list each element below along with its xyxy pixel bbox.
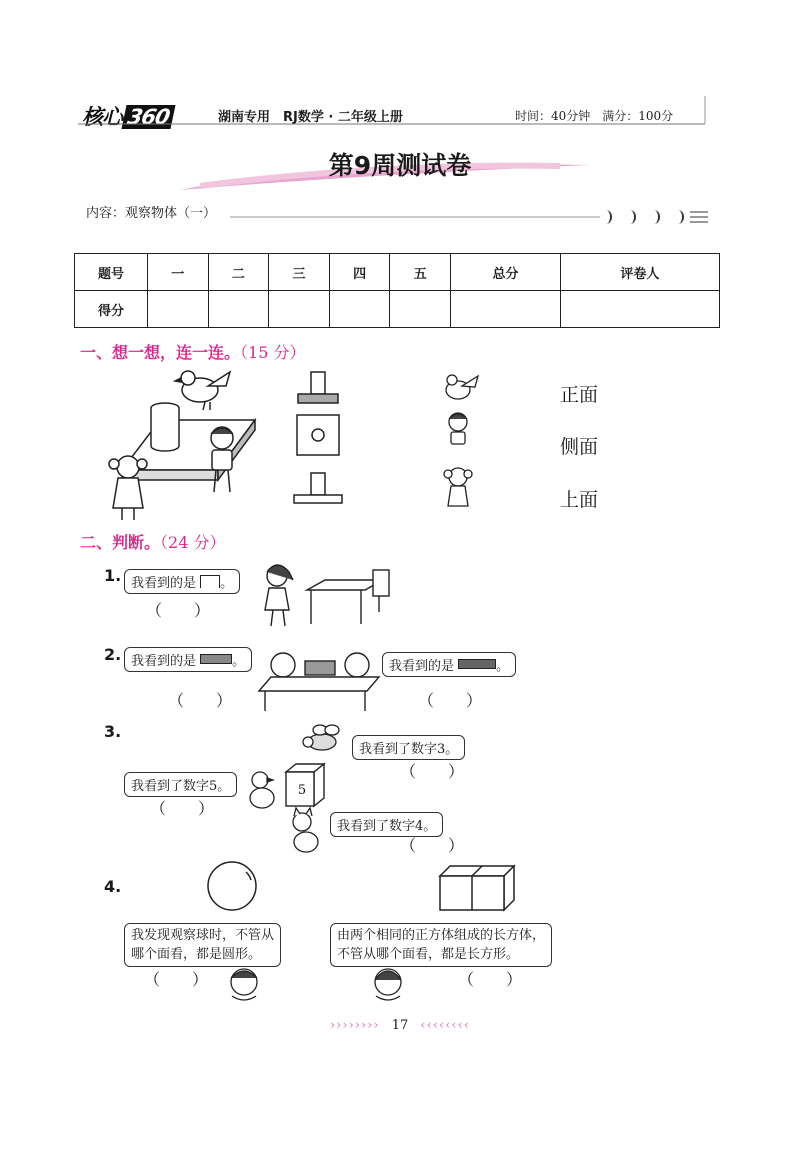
question3-bottom-answer-blank[interactable]: （ ） (400, 836, 465, 855)
question1-speech-bubble: 我看到的是 。 (124, 569, 240, 594)
table-top (259, 677, 379, 691)
table-cell: 评卷人 (560, 254, 719, 291)
question3-bottom-bubble: 我看到了数字4。 (330, 812, 443, 837)
girl-small-icon (444, 468, 472, 506)
score-input-cell[interactable] (208, 291, 269, 328)
top-view-shape (298, 372, 338, 403)
section2-points: （24 分） (160, 533, 226, 552)
bird-small-icon (446, 375, 478, 399)
footer-arrows-right: ‹‹‹‹‹‹‹‹ (420, 1018, 470, 1033)
cuboid-shape (440, 866, 514, 910)
table-cell: 得分 (75, 291, 148, 328)
side-view-shape (294, 473, 342, 503)
books-side-icon (458, 659, 496, 669)
section2-heading (80, 530, 225, 553)
desk-front-icon (200, 575, 220, 588)
bubble-line: 由两个相同的正方体组成的长方体， (337, 928, 546, 943)
question2-left-answer-blank[interactable]: （ ） (168, 691, 233, 710)
question2-left-bubble: 我看到的是 。 (124, 647, 252, 672)
question4-shapes (200, 860, 530, 920)
chick-icon (250, 772, 274, 808)
question4-children (220, 962, 420, 1006)
girl-icon (109, 456, 147, 520)
table-cell: 三 (269, 254, 330, 291)
table-cell: 二 (208, 254, 269, 291)
question4-left-answer-blank[interactable]: （ ） (144, 970, 209, 989)
front-view-shape (297, 415, 339, 455)
label-side: 侧面 (560, 436, 599, 458)
table-cell: 四 (329, 254, 390, 291)
table-cell: 五 (390, 254, 451, 291)
bubble-text: 我看到的是 (389, 659, 455, 674)
question3-number: 3. (104, 722, 122, 741)
content-label: 内容：观察物体（一） (86, 206, 217, 221)
bird-icon (175, 371, 230, 410)
score-input-cell[interactable] (148, 291, 209, 328)
footer-arrows-left: ›››››››› (329, 1018, 380, 1033)
cube-number: 5 (297, 783, 307, 798)
table-cell: 总分 (451, 254, 561, 291)
cat-icon (293, 808, 318, 852)
books-stack-icon (200, 654, 232, 664)
girl-icon (265, 565, 293, 626)
score-input-cell[interactable] (329, 291, 390, 328)
boy-head-icon (231, 969, 257, 1000)
score-input-cell[interactable] (269, 291, 330, 328)
question4-right-answer-blank[interactable]: （ ） (458, 970, 523, 989)
question2-right-answer-blank[interactable]: （ ） (418, 691, 483, 710)
boy-icon (211, 427, 233, 492)
question4-number: 4. (104, 877, 122, 896)
student-left-head (271, 653, 295, 677)
question1-answer-blank[interactable]: （ ） (146, 601, 211, 620)
bubble-line: 我发现观察球时，不管从 (131, 928, 275, 943)
student-right-head (345, 653, 369, 677)
question4-left-bubble (124, 923, 281, 967)
score-input-cell[interactable] (560, 291, 719, 328)
question3-top-bubble: 我看到了数字3。 (352, 735, 465, 760)
girl-head-icon (375, 969, 401, 1000)
bubble-text: 我看到的是 (131, 576, 197, 591)
score-table-header-row (75, 254, 720, 291)
logo-number: 360 (121, 105, 175, 129)
section1-illustration (0, 360, 800, 530)
book-stack (305, 661, 335, 675)
sphere-shape (208, 862, 256, 910)
section1-points: （15 分） (240, 343, 306, 362)
question1-number: 1. (104, 566, 122, 585)
table-cell: 题号 (75, 254, 148, 291)
section1-title: 一、想一想，连一连。 (80, 343, 241, 362)
question3-left-bubble: 我看到了数字5。 (124, 772, 237, 797)
label-top: 上面 (560, 489, 599, 511)
question2-right-bubble: 我看到的是 。 (382, 652, 516, 677)
desk-chair-icon (307, 570, 389, 624)
label-front: 正面 (560, 384, 599, 406)
score-input-cell[interactable] (451, 291, 561, 328)
question4-right-bubble (330, 923, 552, 967)
number-cube (286, 764, 324, 806)
edition-label: 湖南专用 RJ数学 · 二年级上册 (218, 110, 403, 125)
question3-illustration (240, 720, 360, 860)
logo-text: 核心 (82, 105, 122, 129)
question1-illustration (255, 560, 395, 630)
question3-left-answer-blank[interactable]: （ ） (150, 799, 215, 818)
score-input-cell[interactable] (390, 291, 451, 328)
page-footer (0, 1018, 800, 1033)
question3-top-answer-blank[interactable]: （ ） (400, 762, 465, 781)
table-cell: 一 (148, 254, 209, 291)
question2-number: 2. (104, 645, 122, 664)
section2-title: 二、判断。 (80, 533, 161, 552)
time-score-info: 时间：40分钟 满分：100分 (515, 109, 674, 123)
page-title: 第9周测试卷 (328, 151, 472, 180)
score-table-score-row (75, 291, 720, 328)
bubble-line: 哪个面看，都是圆形。 (131, 947, 262, 962)
question2-illustration (255, 645, 385, 715)
boy-small-icon (449, 413, 467, 444)
bee-icon (303, 725, 339, 750)
bubble-line: 不管从哪个面看，都是长方形。 (337, 947, 520, 962)
page-number: 17 (391, 1018, 409, 1033)
score-table (74, 253, 720, 328)
bubble-text: 我看到的是 (131, 654, 197, 669)
